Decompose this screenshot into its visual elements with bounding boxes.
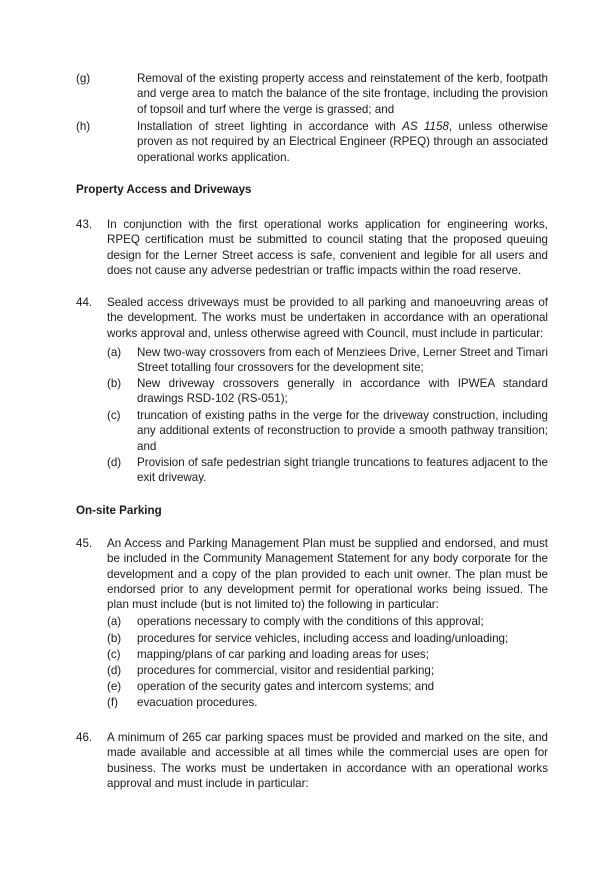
condition-46-text: A minimum of 265 car parking spaces must be provided and marked on the site, and made available and accessible at all times while the commercial uses are open for business. The works must be undertaken in accordance with an operational works approval and must include in particular: (107, 731, 548, 790)
heading-onsite-parking: On-site Parking (76, 504, 162, 517)
item-label-44a: (a) (107, 346, 122, 359)
item-label-45a: (a) (107, 615, 122, 628)
item-label-h: (h) (76, 120, 91, 133)
item-label-44c: (c) (107, 409, 121, 422)
item-label-45d: (d) (107, 664, 122, 677)
standard-reference: AS 1158 (402, 120, 449, 133)
condition-number-45: 45. (76, 537, 93, 550)
item-45e-text: operation of the security gates and intercom systems; and (137, 680, 435, 693)
item-44a-text: New two-way crossovers from each of Menziees Drive, Lerner Street and Timari Street totalling four crossovers for the development site; (137, 346, 548, 375)
item-45c-text: mapping/plans of car parking and loading areas for uses; (137, 648, 429, 661)
item-label-45c: (c) (107, 648, 121, 661)
condition-number-44: 44. (76, 296, 93, 309)
item-44c-text: truncation of existing paths in the verge for the driveway construction, including any additional extents of reconstruction to provide a smooth pathway transition; and (137, 409, 548, 453)
item-label-45b: (b) (107, 632, 122, 645)
item-44b-text: New driveway crossovers generally in accordance with IPWEA standard drawings RSD-102 (RS-051); (137, 377, 548, 406)
condition-number-46: 46. (76, 731, 93, 744)
item-label-45f: (f) (107, 696, 118, 709)
item-45f-text: evacuation procedures. (137, 696, 258, 709)
item-45d-text: procedures for commercial, visitor and residential parking; (137, 664, 435, 677)
item-label-44b: (b) (107, 377, 122, 390)
condition-43-text: In conjunction with the first operational works application for engineering works, RPEQ certification must be submitted to council stating that the proposed queuing design for the Lerner Street access is safe, convenient and legible for all users and does not cause any adverse pedestrian or traffic impacts within the road reserve. (107, 218, 548, 277)
item-label-45e: (e) (107, 680, 122, 693)
item-h-text: Installation of street lighting in accordance with AS 1158, unless otherwise proven as not required by an Electrical Engineer (RPEQ) through an associated operational works application. (137, 120, 548, 164)
item-45b-text: procedures for service vehicles, including access and loading/unloading; (137, 632, 509, 645)
item-label-44d: (d) (107, 456, 122, 469)
item-44d-text: Provision of safe pedestrian sight triangle truncations to features adjacent to the exit driveway. (137, 456, 548, 485)
item-label-g: (g) (76, 72, 91, 85)
condition-44-text: Sealed access driveways must be provided to all parking and manoeuvring areas of the development. The works must be undertaken in accordance with an operational works approval and, unless otherwise agreed with Council, must include in particular: (107, 296, 548, 340)
item-45a-text: operations necessary to comply with the conditions of this approval; (137, 615, 484, 628)
condition-45-text: An Access and Parking Management Plan must be supplied and endorsed, and must be included in the Community Management Statement for any body corporate for the development and a copy of the plan provided to each unit owner. The plan must be endorsed prior to any development permit for operational works being issued. The plan must include (but is not limited to) the following in particular: (107, 537, 548, 612)
heading-property-access: Property Access and Driveways (76, 183, 252, 196)
condition-number-43: 43. (76, 218, 93, 231)
item-g-text: Removal of the existing property access and reinstatement of the kerb, footpath and verge area to match the balance of the site frontage, including the provision of topsoil and turf where the verge is grassed; and (137, 72, 548, 116)
